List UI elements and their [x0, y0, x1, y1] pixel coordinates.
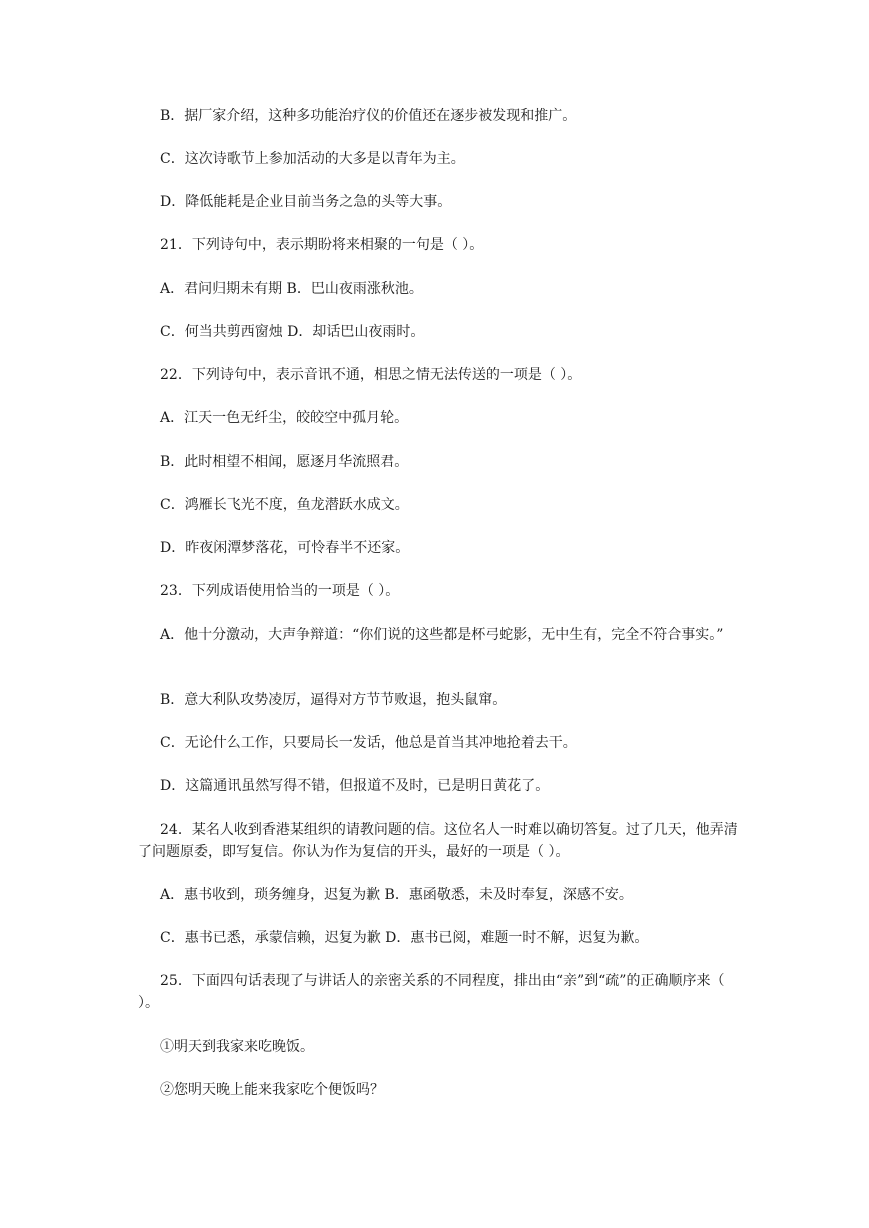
option-line: C．何当共剪西窗烛 D．却话巴山夜雨时。: [160, 324, 425, 340]
option-line: B．据厂家介绍，这种多功能治疗仪的价值还在逐步被发现和推广。: [160, 108, 577, 124]
question-23: 23．下列成语使用恰当的一项是（ ）。: [160, 583, 400, 599]
option-line: A．江天一色无纤尘，皎皎空中孤月轮。: [160, 410, 409, 426]
option-line: A．他十分激动，大声争辩道：“你们说的这些都是杯弓蛇影，无中生有，完全不符合事实。”: [160, 627, 724, 643]
question-24: 24．某名人收到香港某组织的请教问题的信。这位名人一时难以确切答复。过了几天，他弄清了问题原委，即写复信。你认为作为复信的开头，最好的一项是（ ）。: [138, 822, 738, 860]
question-21: 21．下列诗句中，表示期盼将来相聚的一句是（ ）。: [160, 237, 484, 253]
option-line: B．此时相望不相闻，愿逐月华流照君。: [160, 454, 409, 470]
option-line: A．惠书收到，琐务缠身，迟复为歉 B．惠函敬悉，未及时奉复，深感不安。: [160, 887, 633, 903]
option-line: C．鸿雁长飞光不度，鱼龙潜跃水成文。: [160, 497, 409, 513]
option-line: B．意大利队攻势凌厉，逼得对方节节败退，抱头鼠窜。: [160, 692, 507, 708]
option-line: A．君问归期未有期 B．巴山夜雨涨秋池。: [160, 281, 423, 297]
sentence-line: ①明天到我家来吃晚饭。: [160, 1039, 314, 1055]
sentence-line: ②您明天晚上能来我家吃个便饭吗？: [160, 1082, 384, 1098]
option-line: C．惠书已悉，承蒙信赖，迟复为歉 D．惠书已阅，难题一时不解，迟复为歉。: [160, 930, 649, 946]
question-22: 22．下列诗句中，表示音讯不通，相思之情无法传送的一项是（ ）。: [160, 367, 582, 383]
option-line: C．无论什么工作，只要局长一发话，他总是首当其冲地抢着去干。: [160, 735, 577, 751]
question-25: 25．下面四句话表现了与讲话人的亲密关系的不同程度，排出由“亲”到“疏”的正确顺序来（ ）。: [138, 973, 725, 1011]
option-line: D．降低能耗是企业目前当务之急的头等大事。: [160, 194, 452, 210]
option-line: D．这篇通讯虽然写得不错，但报道不及时，已是明日黄花了。: [160, 778, 550, 794]
option-line: C．这次诗歌节上参加活动的大多是以青年为主。: [160, 151, 465, 167]
option-line: D．昨夜闲潭梦落花，可怜春半不还家。: [160, 540, 410, 556]
